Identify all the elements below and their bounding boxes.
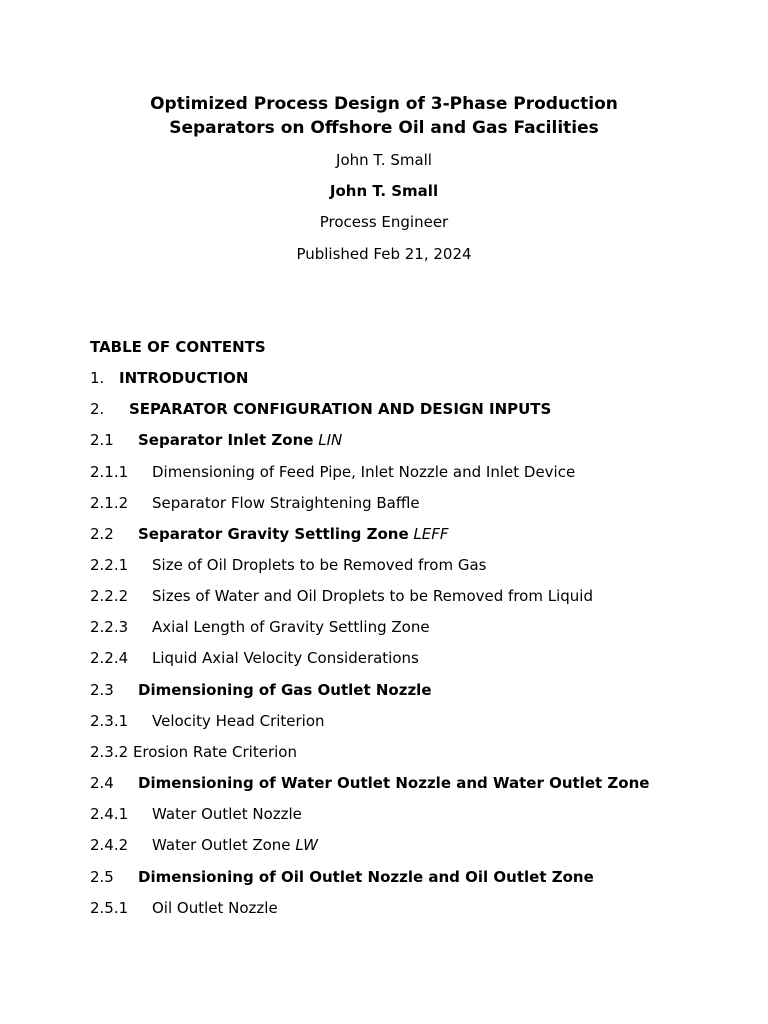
toc-title: Dimensioning of Oil Outlet Nozzle and Oil Outlet Zone: [138, 868, 594, 886]
toc-number: 2.3.1: [90, 712, 129, 730]
toc-entry: [90, 493, 420, 513]
toc-title: Size of Oil Droplets to be Removed from Gas: [152, 556, 487, 574]
author-name-bold: John T. Small: [329, 182, 439, 200]
toc-title: Separator Flow Straightening Baffle: [152, 494, 420, 512]
toc-title: Water Outlet Nozzle: [152, 805, 302, 823]
toc-number: 2.4.1: [90, 805, 129, 823]
toc-title: Sizes of Water and Oil Droplets to be Removed from Liquid: [152, 587, 593, 605]
document-title: [0, 92, 768, 140]
toc-title: Water Outlet Zone: [152, 836, 291, 854]
toc-number: 2.3.2: [90, 743, 129, 761]
toc-number: 2.5: [90, 868, 114, 886]
toc-entry: [90, 399, 551, 419]
toc-title: Dimensioning of Gas Outlet Nozzle: [138, 681, 432, 699]
toc-title: Separator Gravity Settling Zone: [138, 525, 409, 543]
toc-number: 2.5.1: [90, 899, 129, 917]
toc-entry: [90, 804, 302, 824]
toc-entry: [90, 648, 419, 668]
toc-symbol: LW: [295, 836, 318, 854]
author-name: John T. Small: [336, 151, 432, 169]
title-line-1: Optimized Process Design of 3-Phase Production: [150, 94, 618, 114]
toc-number: 2.4: [90, 774, 114, 792]
author-role: Process Engineer: [319, 213, 449, 231]
toc-entry: [90, 430, 342, 450]
toc-entry: [90, 867, 594, 887]
toc-number: 2.2.2: [90, 587, 129, 605]
toc-number: 2.4.2: [90, 836, 129, 854]
toc-number: 2.1.1: [90, 463, 129, 481]
toc-symbol: LEFF: [413, 525, 449, 543]
toc-entry: [90, 898, 278, 918]
toc-entry: [90, 835, 318, 855]
publish-date: Published Feb 21, 2024: [296, 245, 472, 263]
toc-title: Dimensioning of Feed Pipe, Inlet Nozzle and Inlet Device: [152, 463, 576, 481]
toc-title: Dimensioning of Water Outlet Nozzle and Water Outlet Zone: [138, 774, 650, 792]
toc-entry: [90, 617, 430, 637]
toc-number: 1.: [90, 369, 105, 387]
toc-number: 2.1: [90, 431, 114, 449]
toc-entry: [90, 742, 297, 762]
toc-title: Liquid Axial Velocity Considerations: [152, 649, 419, 667]
toc-heading: TABLE OF CONTENTS: [90, 338, 266, 356]
toc-entry: [90, 586, 593, 606]
toc-number: 2.3: [90, 681, 114, 699]
toc-title: Separator Inlet Zone: [138, 431, 314, 449]
toc-entry: [90, 680, 432, 700]
toc-entry: [90, 368, 248, 388]
toc-title: Axial Length of Gravity Settling Zone: [152, 618, 430, 636]
toc-title: INTRODUCTION: [119, 369, 249, 387]
toc-title: SEPARATOR CONFIGURATION AND DESIGN INPUTS: [129, 400, 552, 418]
toc-number: 2.: [90, 400, 105, 418]
toc-number: 2.2.4: [90, 649, 129, 667]
toc-entry: [90, 555, 486, 575]
toc-entry: [90, 773, 649, 793]
toc-title: Erosion Rate Criterion: [132, 743, 297, 761]
toc-symbol: LIN: [318, 431, 343, 449]
toc-number: 2.2: [90, 525, 114, 543]
toc-entry: [90, 462, 575, 482]
title-line-2: Separators on Offshore Oil and Gas Facilities: [169, 118, 599, 138]
toc-title: Oil Outlet Nozzle: [152, 899, 278, 917]
toc-entry: [90, 711, 325, 731]
toc-entry: [90, 524, 449, 544]
toc-number: 2.2.1: [90, 556, 129, 574]
toc-number: 2.1.2: [90, 494, 129, 512]
toc-title: Velocity Head Criterion: [152, 712, 325, 730]
toc-number: 2.2.3: [90, 618, 129, 636]
